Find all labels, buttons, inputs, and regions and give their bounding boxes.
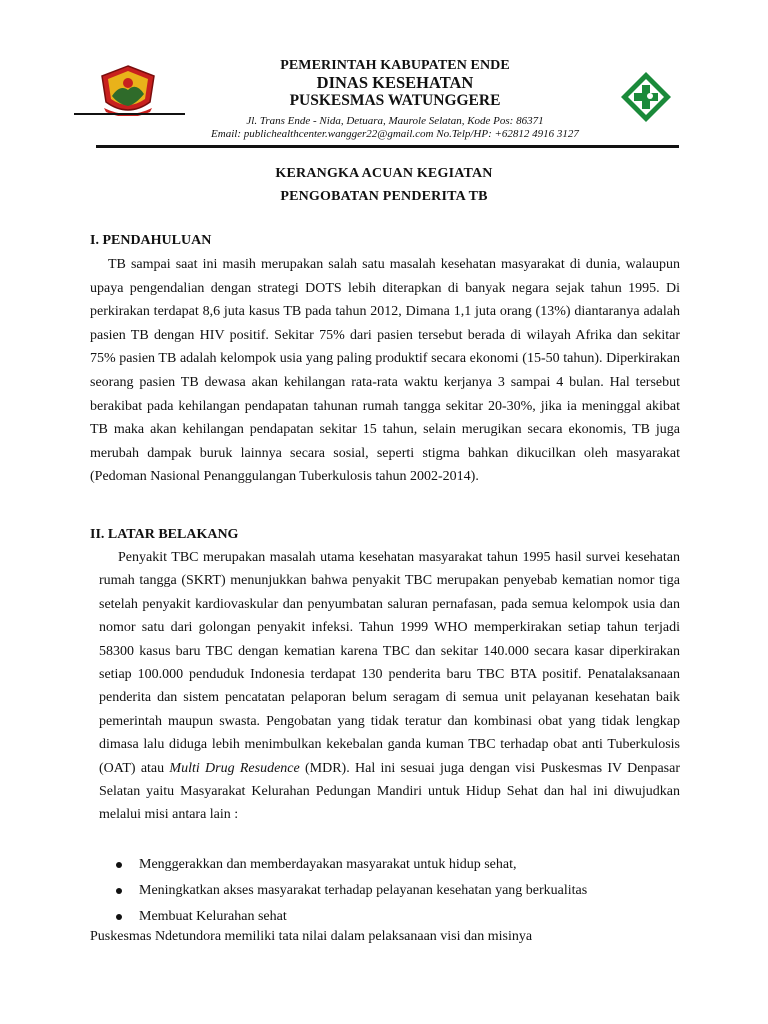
section-body-pendahuluan: TB sampai saat ini masih merupakan salah satu masalah kesehatan masyarakat di dunia, walaupun upaya pengendalian dengan strategi DOTS lebih diterapkan di banyak negara sejak tahun 1995. Di perkirakan terdapat 8,6 juta kasus TB pada tahun 2012, Dimana 1,1 juta orang (13%) diantaranya adalah pasien TB dengan HIV positif. Sekitar 75% dari pasien tersebut berada di wilayah Afrika dan sekitar 75% pasien TB adalah kelompok usia yang paling produktif secara ekonomi (15-50 tahun). Diperkirakan seorang pasien TB dewasa akan kehilangan rata-rata waktu kerjanya 3 sampai 4 bulan. Hal tersebut berakibat pada kehilangan pendapatan tahunan rumah tangga sekitar 20-30%, jika ia meninggal akibat TB maka akan kehilangan pendapatan sekitar 15 tahun, selain merugikan secara ekonomis, TB juga merubah dampak buruk lainnya secara sosial, seperti stigma bahkan dikucilkan oleh masyarakat (Pedoman Nasional Penanggulangan Tuberkulosis tahun 2002-2014). [90,257,680,485]
document-subtitle: PENGOBATAN PENDERITA TB [280,189,488,204]
bullet-icon [116,888,122,894]
letterhead-contact: Email: publichealthcenter.wangger22@gmail.com No.Telp/HP: +62812 4916 3127 [211,128,579,140]
letterhead-puskesmas: PUSKESMAS WATUNGGERE [289,92,501,109]
list-item [99,852,659,878]
letterhead-government: PEMERINTAH KABUPATEN ENDE [280,58,510,73]
list-item-text: Menggerakkan dan memberdayakan masyarakat untuk hidup sehat, [139,857,517,872]
list-item [99,878,659,904]
letterhead-address: Jl. Trans Ende - Nida, Detuara, Maurole Selatan, Kode Pos: 86371 [246,115,544,127]
bullet-icon [116,914,122,920]
letterhead-divider [96,145,679,148]
mission-list [99,852,659,930]
list-item-text: Membuat Kelurahan sehat [139,909,287,924]
body-text-part: (MDR). Hal ini sesuai juga dengan visi Puskesmas IV Denpasar Selatan yaitu Masyarakat Kelurahan Pedungan Mandiri untuk Hidup Sehat dan hal ini diwujudkan melalui misi antara lain : [99,760,680,823]
section-body-latar-belakang [99,546,680,827]
letterhead-department: DINAS KESEHATAN [316,73,474,92]
list-item-text: Meningkatkan akses masyarakat terhadap pelayanan kesehatan yang berkualitas [139,883,588,898]
list-item [99,904,659,930]
bullet-icon [116,862,122,868]
puskesmas-emblem-icon [619,70,673,124]
body-text-italic: Multi Drug Resudence [169,760,300,776]
regency-emblem-icon [98,64,158,116]
section-heading-pendahuluan: I. PENDAHULUAN [90,233,212,248]
body-text-part: Penyakit TBC merupakan masalah utama kesehatan masyarakat tahun 1995 hasil survei kesehatan rumah tangga (SKRT) menunjukkan bahwa penyakit TBC merupakan penyebab kematian nomor tiga setelah penyakit kardiovaskular dan penyumbatan saluran pernafasan, pada semua kelompok usia dan nomor satu dari golongan penyakit infeksi. Tahun 1999 WHO memperkirakan setiap tahun terjadi 58300 kasus baru TBC dengan kematian karena TBC dan sekitar 140.000 secara kasar diperkirakan setiap 100.000 penduduk Indonesia terdapat 130 penderita baru TBC BTA positif. Penatalaksanaan penderita dan sistem pencatatan pelaporan belum seragam di semua unit pelayanan kesehatan baik pemerintah maupun swasta. Pengobatan yang tidak teratur dan kombinasi obat yang tidak lengkap dimasa lalu diduga lebih menimbulkan kekebalan ganda kuman TBC terhadap obat anti Tuberkulosis (OAT) atau [99,550,680,776]
section-heading-latar-belakang: II. LATAR BELAKANG [90,527,239,542]
closing-paragraph: Puskesmas Ndetundora memiliki tata nilai dalam pelaksanaan visi dan misinya [90,929,533,944]
letterhead [150,58,640,141]
document-title: KERANGKA ACUAN KEGIATAN [275,166,493,181]
